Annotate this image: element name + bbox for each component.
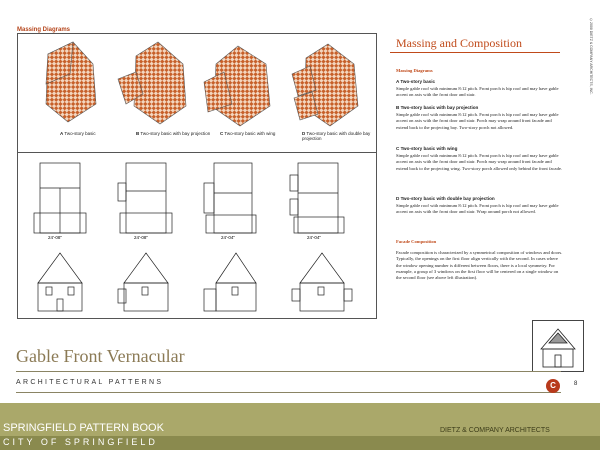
item-b-label: B Two-story basic with bay projection — [396, 105, 479, 110]
dim-c: 24'-04" — [221, 235, 235, 240]
massing-a-drawing — [46, 42, 96, 122]
elevation-c — [204, 253, 256, 311]
city-name: CITY OF SPRINGFIELD — [3, 437, 158, 447]
architectural-patterns-label: ARCHITECTURAL PATTERNS — [16, 379, 164, 386]
dim-b: 24'-08" — [134, 235, 148, 240]
massing-diagrams-label: Massing Diagrams — [17, 27, 71, 33]
springfield-logo-icon: C — [546, 379, 560, 393]
title-divider — [16, 371, 561, 372]
massing-c-drawing — [204, 46, 270, 126]
dim-d: 24'-04" — [307, 235, 321, 240]
caption-a: A Two-story basic — [60, 131, 96, 136]
item-d-body: Simple gable roof with minimum 8:12 pitch. Front porch is hip roof and may have gable accent on axis with the front door and stair. Wrap around porch not allowed. — [396, 203, 559, 215]
plan-d — [290, 163, 344, 233]
title-rule — [390, 52, 560, 53]
elevation-d — [292, 253, 352, 311]
plan-b — [118, 163, 172, 233]
plan-a — [34, 163, 86, 233]
elevation-b — [118, 253, 168, 311]
caption-b: B Two-story basic with bay projection — [136, 131, 211, 136]
elevation-a — [38, 253, 82, 311]
item-d-label: D Two-story basic with double bay projection — [396, 196, 495, 201]
item-c-label: C Two-story basic with wing — [396, 146, 458, 151]
massing-b-drawing — [118, 42, 186, 124]
plan-elevation-drawings — [18, 153, 376, 318]
pattern-book-title: SPRINGFIELD PATTERN BOOK — [3, 422, 164, 434]
bottom-divider — [16, 392, 561, 393]
facade-body: Facade composition is characterized by a symmetrical composition of windows and doors. Typically, the openings on the first floor align vertically with the second. In cases where the window opening number is different between floors, there is a local symmetry. For example, a group of 3 windows on the first floor will be centered on a single window on the second floor (see above left illustration). — [396, 250, 563, 281]
item-b-body: Simple gable roof with minimum 8:12 pitch. Front porch is hip roof and may have gable accent on axis with the front door and stair. Porch may wrap around front facade and extend back to the projecting bay. Two-story porch not allowed. — [396, 112, 559, 130]
facade-heading: Facade Composition — [396, 239, 437, 244]
caption-d: D Two-story basic with double bay projection — [302, 131, 371, 141]
plan-c — [204, 163, 256, 233]
massing-diagram-panel — [17, 33, 377, 153]
dim-a: 24'-08" — [48, 235, 62, 240]
style-title: Gable Front Vernacular — [16, 346, 185, 366]
caption-c: C Two-story basic with wing — [220, 131, 276, 136]
massing-d-drawing — [292, 44, 358, 126]
item-c-body: Simple gable roof with minimum 8:12 pitch. Front porch is hip roof and may have gable accent on axis with the front door and stair. Porch may wrap around front facade and extend back to the projecting wing. Two-story porch allowed only behind the front facade. — [396, 153, 563, 171]
massing-heading: Massing Diagrams — [396, 68, 433, 73]
house-thumbnail — [532, 320, 584, 372]
vertical-credit: ©2008 DIETZ & COMPANY ARCHITECTS, INC. — [589, 18, 593, 95]
page-number: 8 — [574, 381, 578, 387]
architect-credit: DIETZ & COMPANY ARCHITECTS — [440, 427, 550, 434]
item-a-body: Simple gable roof with minimum 8:12 pitch. Front porch is hip roof and may have gable accent on axis with the front door and stair. — [396, 86, 559, 98]
plans-elevations-panel — [17, 152, 377, 319]
item-a-label: A Two-story basic — [396, 79, 436, 84]
section-title: Massing and Composition — [396, 36, 523, 50]
